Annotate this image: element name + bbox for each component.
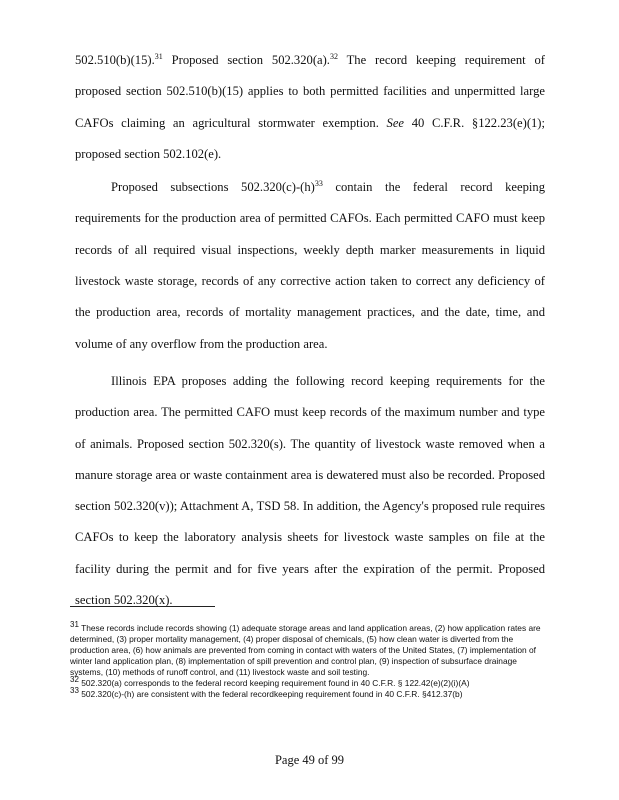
paragraph-2 [75, 172, 545, 360]
footnote-33 [70, 686, 550, 700]
footnote-text: These records include records showing (1) adequate storage areas and land application areas, (2) how application rates are determined, (3) proper mortality management, (4) proper disposal of chemicals, (5) how clean water is diverted from the production area, (6) how animals are prevented from coming in contact with waters of the United States, (7) implementation of winter land application plan, (8) implementation of spill prevention and control plan, (9) inspection of subsurface drainage systems, (10) methods of runoff control, and (11) livestock waste and soil testing. [70, 623, 541, 677]
footnote-ref-33[interactable]: 33 [314, 179, 323, 188]
signal-see: See [386, 115, 405, 130]
footnote-number: 31 [70, 620, 79, 630]
text-run: 502.510(b)(15). [75, 53, 155, 67]
body-text [75, 45, 545, 616]
paragraph-1 [75, 45, 545, 170]
footnote-number: 32 [70, 675, 79, 685]
page-number: Page 49 of 99 [274, 753, 345, 767]
footnote-text: 502.320(c)-(h) are consistent with the federal recordkeeping requirement found in 40 C.F.R. §412.37(b) [78, 689, 463, 699]
footnote-text: 502.320(a) corresponds to the federal record keeping requirement found in 40 C.F.R. § 122.42(e)(2)(i)(A) [78, 678, 470, 688]
text-run: contain the federal record keeping requirements for the production area of permitted CAFOs. Each permitted CAFO must keep records of all required visual inspections, weekly depth marker measurements in liquid livestock waste storage, records of any corrective action taken to correct any deficiency of the production area, records of mortality management practices, and the date, time, and volume of any overflow from the production area. [75, 180, 545, 351]
footnote-separator [70, 606, 215, 607]
footnote-number: 33 [70, 686, 79, 696]
text-run: Proposed subsections 502.320(c)-(h) [111, 180, 315, 195]
paragraph-3: Illinois EPA proposes adding the following record keeping requirements for the production area. The permitted CAFO must keep records of the maximum number and type of animals. Proposed section 502.320(s). The quantity of livestock waste removed when a manure storage area or waste containment area is dewatered must also be recorded. Proposed section 502.320(v)); Attachment A, TSD 58. In addition, the Agency's proposed rule requires CAFOs to keep the laboratory analysis sheets for livestock waste samples on file at the facility during the permit and for five years after the expiration of the permit. Proposed section 502.320(x). [75, 373, 545, 608]
text-run: Proposed section 502.320(a). [162, 53, 330, 67]
footnote-ref-32[interactable]: 32 [329, 51, 338, 61]
text-run: 40 C.F.R. §122.23(e)(1); proposed section 502.102(e). [75, 115, 546, 161]
footnotes [70, 620, 550, 700]
text-run: The record keeping requirement of proposed section 502.510(b)(15) applies to both permitted facilities and unpermitted large CAFOs claiming an agricultural stormwater exemption. [75, 53, 545, 130]
footnote-32 [70, 675, 550, 689]
footnote-ref-31[interactable]: 31 [154, 51, 163, 61]
footnote-31 [70, 620, 550, 678]
